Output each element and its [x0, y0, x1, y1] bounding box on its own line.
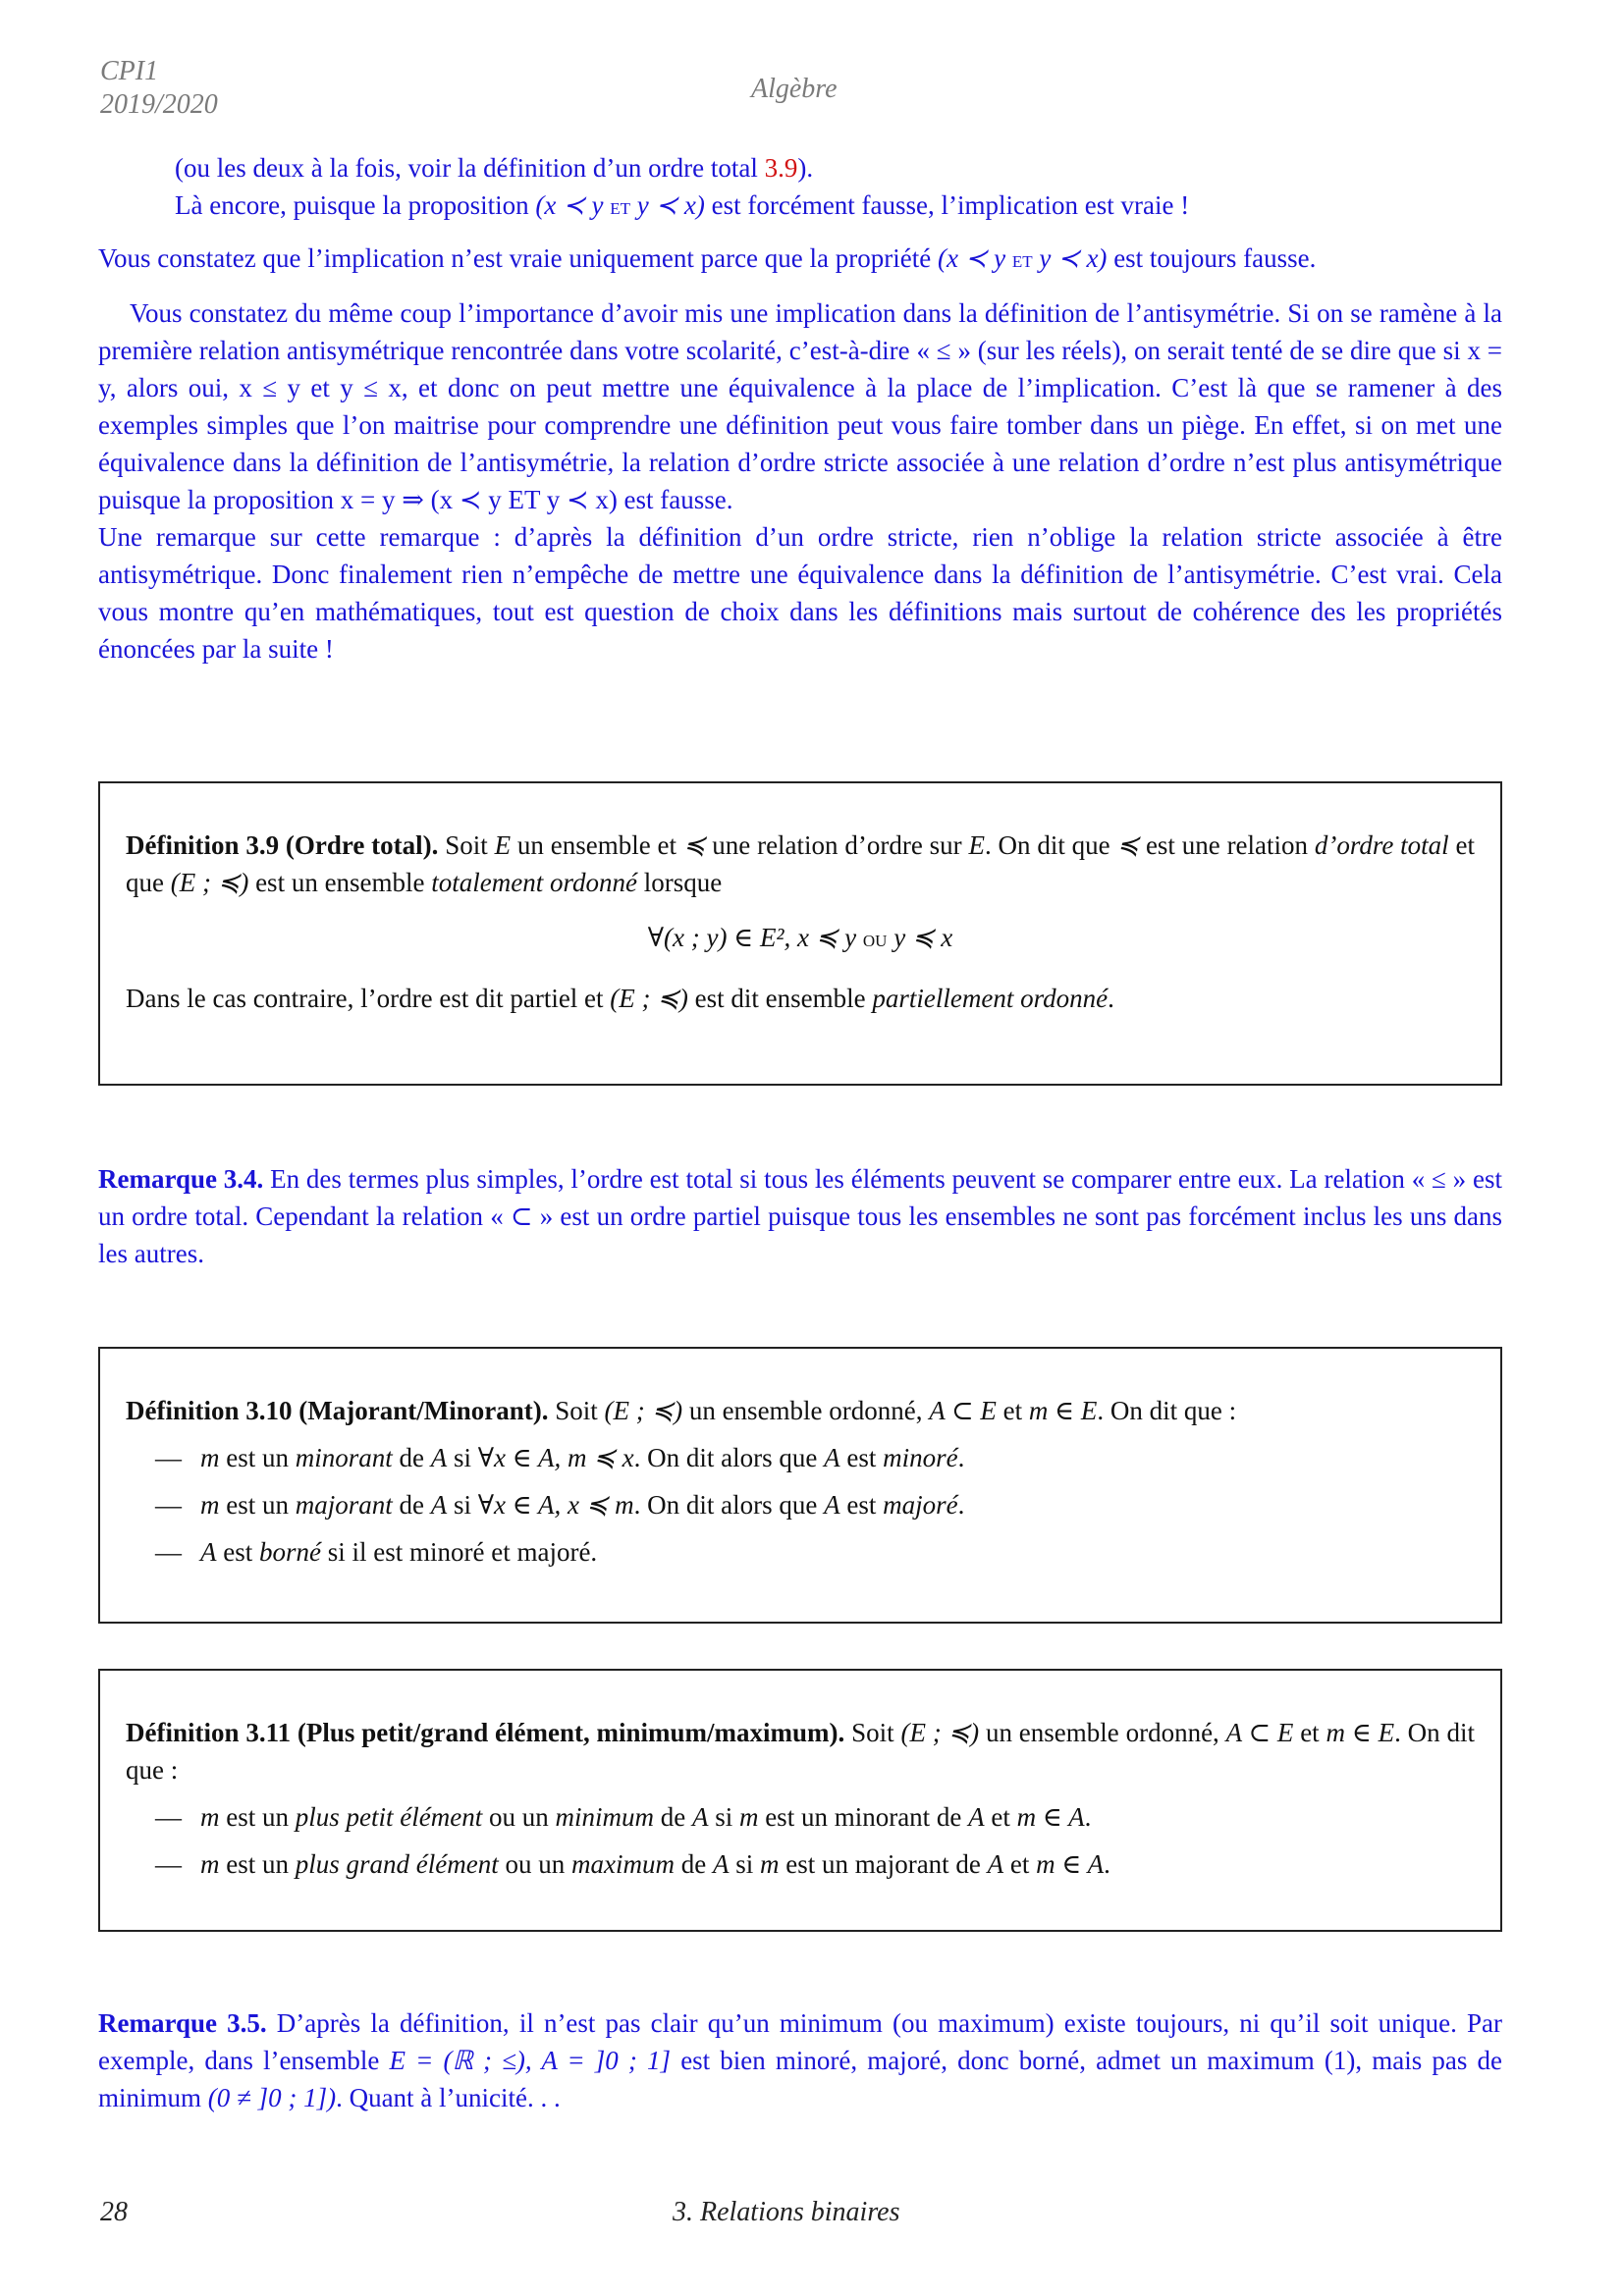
math-symbol: A [824, 1443, 840, 1472]
page-number: 28 [100, 2197, 128, 2227]
math-connector: et [610, 194, 631, 220]
text: si [447, 1490, 478, 1520]
math-symbol: m [759, 1849, 780, 1879]
math-symbol: m [200, 1849, 220, 1879]
math-expression: (x ≺ y [535, 190, 611, 220]
math-expression: m ∈ E [1325, 1718, 1395, 1747]
emphasis: plus petit élément [295, 1802, 483, 1832]
math-expression: y ≺ x) [630, 190, 705, 220]
text: . On dit que : [126, 1718, 1475, 1785]
text: est un [219, 1849, 296, 1879]
intro-line-1 [175, 149, 1502, 187]
header-year: 2019/2020 [100, 89, 218, 120]
text: est un ensemble [248, 868, 432, 897]
dash-bullet: — [155, 1849, 182, 1879]
text: de [392, 1443, 431, 1472]
intro-text: est toujours fausse. [1107, 243, 1317, 273]
emphasis: borné [259, 1537, 321, 1567]
intro-line-2 [175, 187, 1502, 226]
remark-text: . Quant à l’unicité. . . [336, 2083, 561, 2112]
definition-3-9-contrary [126, 980, 1475, 1017]
text: est une relation [1139, 830, 1315, 860]
remark-text: est bien minoré, majoré, donc borné, admet un maximum (1), mais pas de minimum [98, 2046, 1502, 2112]
emphasis: totalement ordonné [431, 868, 638, 897]
remark-title: Remarque 3.4. [98, 1164, 264, 1194]
text: et [1293, 1718, 1326, 1747]
text: . [957, 1490, 965, 1520]
math-symbol: m [200, 1443, 220, 1472]
dash-bullet: — [155, 1802, 182, 1832]
math-expression: (E ; ≼) [604, 1396, 683, 1425]
list-item [126, 1486, 1475, 1523]
text: est un [219, 1802, 296, 1832]
definition-3-10-list [126, 1439, 1475, 1571]
math-symbol: m [200, 1802, 220, 1832]
paragraph-2: Une remarque sur cette remarque : d’après la définition d’un ordre stricte, rien n’oblige la relation stricte associée à être antisymétrique. Donc finalement rien n’empêche de mettre une équivalence dans la définition de l’antisymétrie. C’est vrai. Cela vous montre qu’en mathématiques, tout est question de choix dans les définitions mais surtout de cohérence des les propriétés énoncées par la suite ! [98, 522, 1502, 664]
intro-text: est forcément fausse, l’implication est vraie ! [704, 190, 1190, 220]
math-connector: ou [862, 927, 888, 952]
text: de [674, 1849, 713, 1879]
math-expression: (E ; ≼) [900, 1718, 980, 1747]
text: . On dit que : [1097, 1396, 1237, 1425]
text: et [996, 1396, 1029, 1425]
definition-3-11-intro [126, 1714, 1475, 1789]
header-course-name: CPI1 [100, 56, 159, 86]
text: Soit [844, 1718, 901, 1747]
dash-bullet: — [155, 1443, 182, 1472]
intro-block [98, 149, 1502, 279]
math-expression: E = (ℝ ; ≤), A = ]0 ; 1] [389, 2046, 672, 2075]
text: Soit [438, 830, 495, 860]
definition-3-11-box [98, 1669, 1502, 1932]
definition-3-10-box [98, 1347, 1502, 1624]
math-symbol: E [968, 830, 985, 860]
text: si [729, 1849, 760, 1879]
math-symbol: A [712, 1849, 730, 1879]
text: si il est minoré et majoré. [321, 1537, 598, 1567]
math-expression: (E ; ≼) [610, 984, 688, 1013]
list-item [126, 1439, 1475, 1476]
list-item [126, 1845, 1475, 1883]
text: si [708, 1802, 739, 1832]
text: est [839, 1490, 884, 1520]
text: est un minorant de [758, 1802, 969, 1832]
text: un ensemble et [511, 830, 683, 860]
math-expression: m ∈ A [1036, 1849, 1105, 1879]
math-symbol: A [430, 1490, 448, 1520]
math-expression: ∀x ∈ A, m ≼ x [477, 1443, 634, 1472]
text: Soit [548, 1396, 605, 1425]
text: est un [219, 1443, 296, 1472]
text: et [1003, 1849, 1037, 1879]
paragraph-1: Vous constatez du même coup l’importance d’avoir mis une implication dans la définition de l’antisymétrie. Si on se ramène à la première relation antisymétrique rencontrée dans votre scolarité, c’est-à-dire « ≤ » (sur les réels), on serait tenté de se dire que si x = y, alors oui, x ≤ y et y ≤ x, et donc on peut mettre une équivalence à la place de l’implication. C’est là que se ramener à des exemples simples que l’on maitrise pour comprendre une définition peut vous faire tomber dans un piège. En effet, si on met une équivalence dans la définition de l’antisymétrie, la relation d’ordre stricte associée à une relation d’ordre n’est plus antisymétrique puisque la proposition x = y ⇒ (x ≺ y ET y ≺ x) est fausse. [98, 298, 1502, 514]
emphasis: d’ordre total [1314, 830, 1449, 860]
math-connector: et [1011, 247, 1033, 273]
math-expression: ∀x ∈ A, x ≼ m [477, 1490, 634, 1520]
text: de [392, 1490, 431, 1520]
math-symbol: A [691, 1802, 709, 1832]
text: est dit ensemble [687, 984, 873, 1013]
list-item [126, 1533, 1475, 1571]
math-symbol: A [430, 1443, 448, 1472]
math-expression: y ≺ x) [1032, 243, 1108, 273]
definition-title: Définition 3.9 (Ordre total). [126, 830, 439, 860]
text: et [984, 1802, 1017, 1832]
dash-bullet: — [155, 1537, 182, 1567]
text: est un [219, 1490, 296, 1520]
definition-reference-link[interactable]: 3.9 [764, 153, 798, 183]
dash-bullet: — [155, 1490, 182, 1520]
intro-text: Là encore, puisque la proposition [175, 190, 536, 220]
text: est un majorant de [779, 1849, 988, 1879]
remark-text: D’après la définition, il n’est pas clair qu’un minimum (ou maximum) existe toujours, ni qu’il soit unique. Par exemple, dans l’ensemble [98, 2008, 1502, 2075]
remark-text: En des termes plus simples, l’ordre est total si tous les éléments peuvent se comparer entre eux. La relation « ≤ » est un ordre total. Cependant la relation « ⊂ » est un ordre partiel puisque tous les ensembles ne sont pas forcément inclus les uns dans les autres. [98, 1164, 1502, 1268]
math-expression: A ⊂ E [929, 1396, 997, 1425]
intro-text: ). [797, 153, 814, 183]
math-expression: y ≼ x [887, 923, 953, 952]
remark-title: Remarque 3.5. [98, 2008, 267, 2038]
emphasis: minimum [555, 1802, 654, 1832]
definition-title: Définition 3.11 (Plus petit/grand élément, minimum/maximum). [126, 1718, 845, 1747]
math-expression: m ∈ A [1016, 1802, 1085, 1832]
text: . [1084, 1802, 1092, 1832]
text: ou un [498, 1849, 571, 1879]
math-symbol: A [968, 1802, 985, 1832]
text: de [653, 1802, 692, 1832]
math-expression: m ∈ E [1028, 1396, 1098, 1425]
text: . [1104, 1849, 1110, 1879]
text: et que [126, 830, 1475, 897]
emphasis: minoré [883, 1443, 958, 1472]
text: . On dit alors que [633, 1443, 825, 1472]
text: est [216, 1537, 259, 1567]
text: une relation d’ordre sur [705, 830, 969, 860]
emphasis: majoré [883, 1490, 958, 1520]
math-symbol: A [824, 1490, 840, 1520]
math-expression: (E ; ≼) [170, 868, 249, 897]
definition-3-10-intro [126, 1392, 1475, 1429]
definition-3-11-list [126, 1798, 1475, 1883]
remark-3-5 [98, 2004, 1502, 2116]
math-expression: (0 ≠ ]0 ; 1]) [207, 2083, 337, 2112]
emphasis: minorant [295, 1443, 393, 1472]
math-symbol: ≼ [1116, 830, 1140, 860]
text: . On dit alors que [633, 1490, 825, 1520]
definition-3-9-formula [126, 919, 1475, 958]
math-expression: (x ≺ y [937, 243, 1012, 273]
text: . [957, 1443, 965, 1472]
antisymmetry-remark [98, 294, 1502, 667]
emphasis: plus grand élément [295, 1849, 499, 1879]
text: . On dit que [984, 830, 1117, 860]
math-expression: ∀(x ; y) ∈ E², x ≼ y [647, 923, 863, 952]
emphasis: partiellement ordonné [872, 984, 1109, 1013]
math-symbol: A [200, 1537, 217, 1567]
remark-3-4 [98, 1160, 1502, 1272]
text: lorsque [637, 868, 723, 897]
math-symbol: E [494, 830, 512, 860]
math-symbol: ≼ [682, 830, 706, 860]
header-subject: Algèbre [751, 74, 838, 104]
text: Dans le cas contraire, l’ordre est dit partiel et [126, 984, 611, 1013]
math-symbol: m [200, 1490, 220, 1520]
math-symbol: m [738, 1802, 759, 1832]
intro-line-3 [98, 240, 1502, 279]
text: est [839, 1443, 884, 1472]
chapter-title: 3. Relations binaires [673, 2197, 900, 2227]
emphasis: majorant [295, 1490, 393, 1520]
text: si [447, 1443, 478, 1472]
text: un ensemble ordonné, [979, 1718, 1226, 1747]
definition-3-9-box [98, 781, 1502, 1086]
text: ou un [482, 1802, 556, 1832]
emphasis: maximum [570, 1849, 675, 1879]
intro-text: (ou les deux à la fois, voir la définition d’un ordre total [175, 153, 765, 183]
definition-3-9-statement [126, 827, 1475, 901]
header-course [100, 55, 218, 122]
definition-title: Définition 3.10 (Majorant/Minorant). [126, 1396, 549, 1425]
text: un ensemble ordonné, [682, 1396, 930, 1425]
text: . [1108, 984, 1114, 1013]
intro-text: Vous constatez que l’implication n’est vraie uniquement parce que la propriété [98, 243, 938, 273]
math-symbol: A [987, 1849, 1004, 1879]
math-expression: A ⊂ E [1225, 1718, 1294, 1747]
list-item [126, 1798, 1475, 1836]
